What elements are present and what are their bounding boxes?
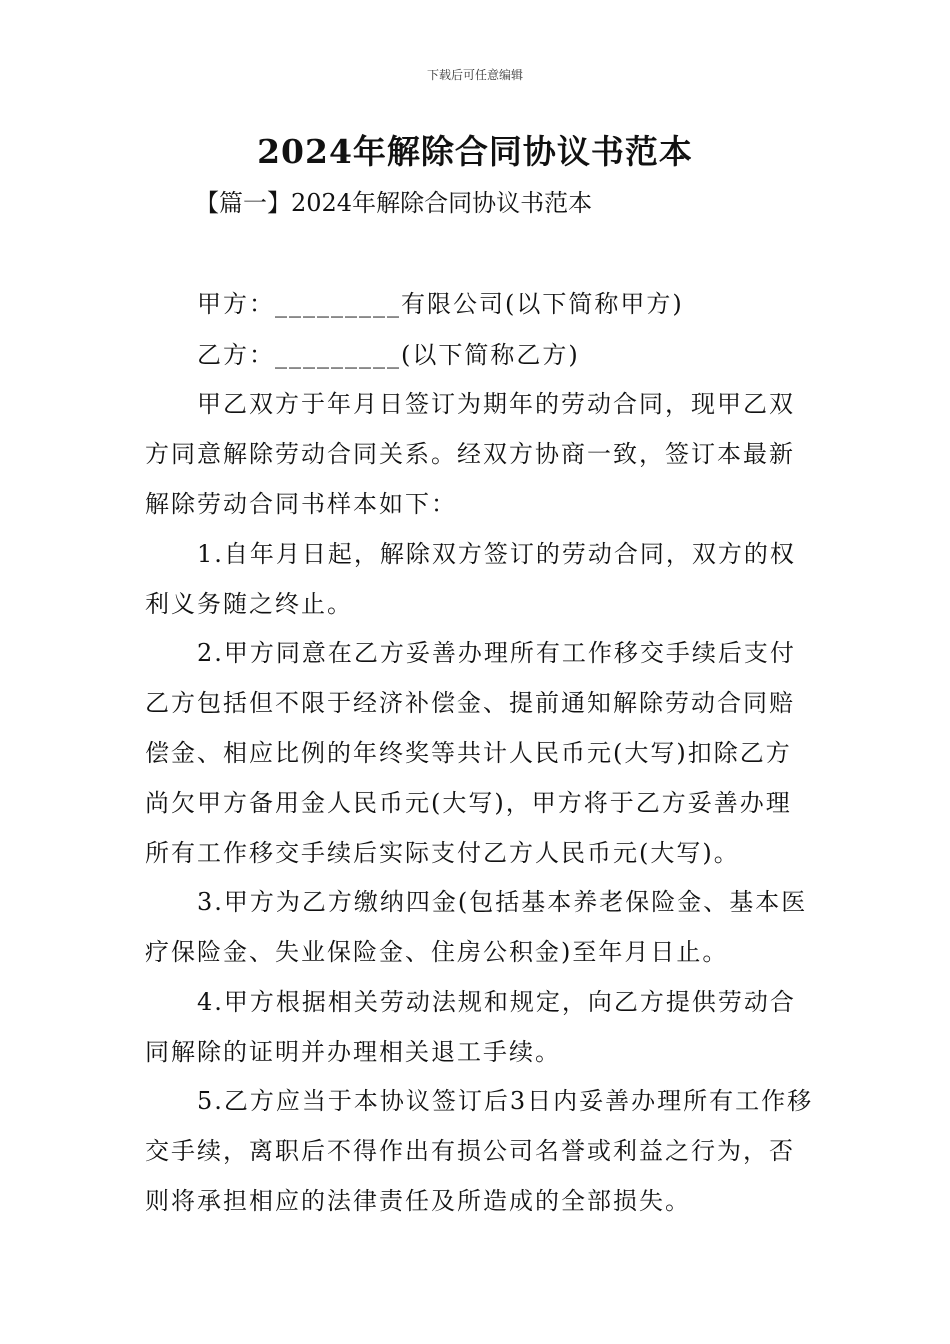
header-note: 下载后可任意编辑 <box>426 68 523 82</box>
clause-2-line: 偿金、相应比例的年终奖等共计人民币元(大写)扣除乙方 <box>145 739 792 767</box>
document-title: 2024年解除合同协议书范本 <box>257 132 693 171</box>
clause-5-line: 交手续，离职后不得作出有损公司名誉或利益之行为，否 <box>145 1137 795 1165</box>
section-heading: 【篇一】2024年解除合同协议书范本 <box>195 189 593 217</box>
clause-4-line: 同解除的证明并办理相关退工手续。 <box>145 1038 561 1066</box>
clause-1-line: 利义务随之终止。 <box>145 590 353 618</box>
clause-3-line: 疗保险金、失业保险金、住房公积金)至年月日止。 <box>145 938 729 966</box>
clause-1-line: 1.自年月日起，解除双方签订的劳动合同，双方的权 <box>197 540 796 568</box>
clause-2-line: 尚欠甲方备用金人民币元(大写)，甲方将于乙方妥善办理 <box>145 789 792 817</box>
clause-5-line: 5.乙方应当于本协议签订后3日内妥善办理所有工作移 <box>197 1087 814 1115</box>
clause-5-line: 则将承担相应的法律责任及所造成的全部损失。 <box>145 1187 691 1215</box>
intro-line: 方同意解除劳动合同关系。经双方协商一致，签订本最新 <box>145 440 795 468</box>
clause-4-line: 4.甲方根据相关劳动法规和规定，向乙方提供劳动合 <box>197 988 796 1016</box>
clause-2-line: 乙方包括但不限于经济补偿金、提前通知解除劳动合同赔 <box>145 689 795 717</box>
party-b-line: 乙方：_________(以下简称乙方) <box>197 341 580 369</box>
clause-2-line: 2.甲方同意在乙方妥善办理所有工作移交手续后支付 <box>197 639 796 667</box>
clause-3-line: 3.甲方为乙方缴纳四金(包括基本养老保险金、基本医 <box>197 888 808 916</box>
clause-2-line: 所有工作移交手续后实际支付乙方人民币元(大写)。 <box>145 839 740 867</box>
intro-line: 甲乙双方于年月日签订为期年的劳动合同，现甲乙双 <box>197 390 795 418</box>
intro-line: 解除劳动合同书样本如下： <box>145 490 457 518</box>
party-a-line: 甲方：_________有限公司(以下简称甲方) <box>197 290 684 318</box>
